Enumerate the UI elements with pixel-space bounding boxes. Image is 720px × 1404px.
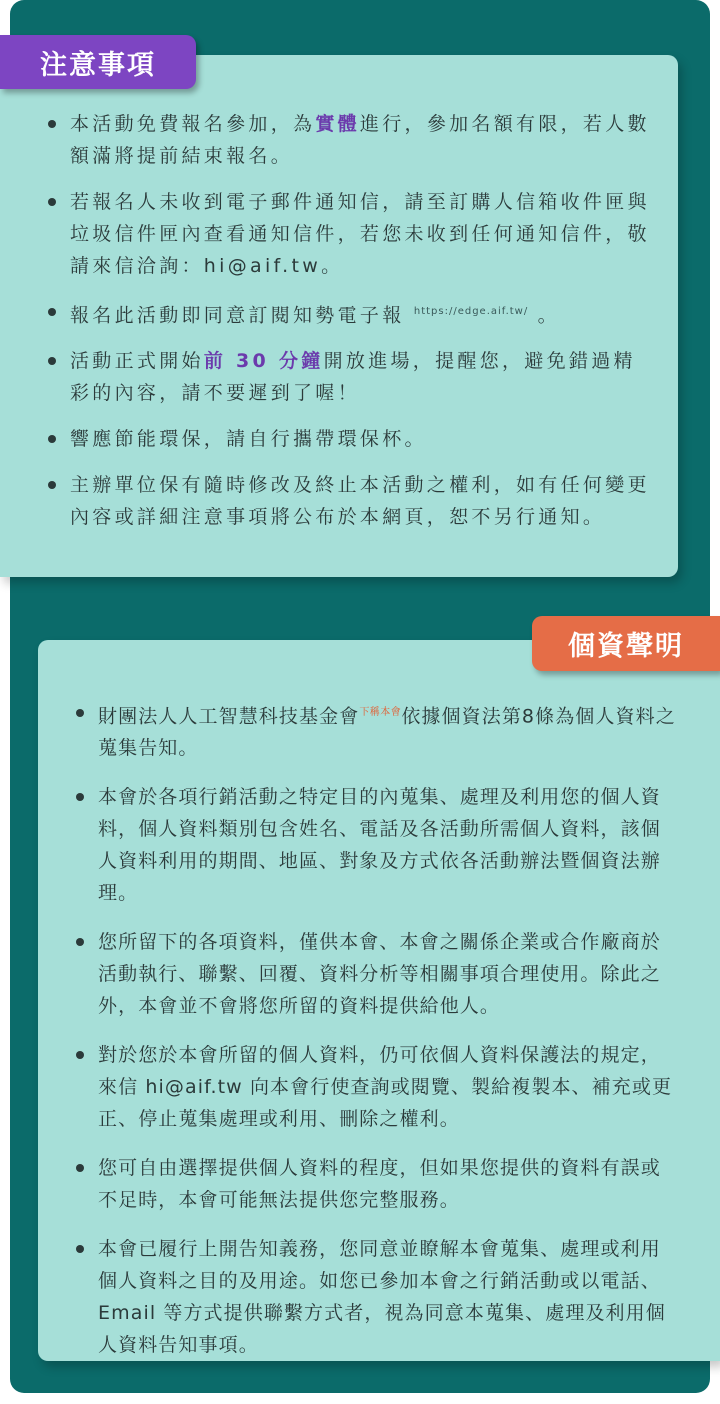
bullet-icon — [48, 308, 56, 316]
notice-item-text: 開放進場，提醒您，避免錯過精彩的內容，請不要遲到了喔！ — [70, 350, 636, 405]
privacy-item — [76, 1039, 679, 1135]
privacy-item-text: 財團法人人工智慧科技基金會 — [98, 705, 360, 728]
bullet-icon — [48, 481, 56, 489]
privacy-item-text: 您可自由選擇提供個人資料的程度，但如果您提供的資料有誤或不足時，本會可能無法提供您完整服務。 — [98, 1157, 661, 1212]
notice-item-text: 進行，參加名額有限，若人數額滿將提前結束報名。 — [70, 113, 650, 167]
privacy-item-text: 依據個資法第8條為個人資料之蒐集告知。 — [98, 705, 676, 760]
privacy-title: 個資聲明 — [568, 631, 684, 662]
bullet-icon — [48, 120, 56, 128]
privacy-item — [76, 1152, 679, 1216]
notice-item — [48, 186, 653, 282]
bullet-icon — [48, 435, 56, 443]
bullet-icon — [76, 793, 84, 801]
notice-list — [48, 108, 653, 547]
notice-item-text: 活動正式開始 — [70, 350, 204, 373]
notice-item — [48, 423, 653, 455]
notice-item-text: 。 — [537, 304, 560, 327]
privacy-item-text: 對於您於本會所留的個人資料，仍可依個人資料保護法的規定，來信 hi@aif.tw 向本會行使查詢或閱覽、製給複製本、補充或更正、停止蒐集處理或利用、刪除之權利。 — [98, 1044, 673, 1131]
privacy-item-text: 本會於各項行銷活動之特定目的內蒐集、處理及利用您的個人資料，個人資料類別包含姓名、電話及各活動所需個人資料，該個人資料利用的期間、地區、對象及方式依各活動辦法暨個資法辦理。 — [98, 786, 661, 905]
bullet-icon — [76, 1245, 84, 1253]
privacy-item — [76, 926, 679, 1022]
notice-item-text: 主辦單位保有隨時修改及終止本活動之權利，如有任何變更內容或詳細注意事項將公布於本網頁，恕不另行通知。 — [70, 474, 650, 529]
notice-title: 注意事項 — [40, 49, 156, 81]
notice-item-text: 若報名人未收到電子郵件通知信，請至訂購人信箱收件匣與垃圾信件匣內查看通知信件，若您未收到任何通知信件，敬請來信洽詢：hi@aif.tw。 — [70, 191, 650, 277]
privacy-list — [76, 697, 679, 1378]
newsletter-link[interactable]: https://edge.aif.tw/ — [413, 306, 529, 317]
bullet-icon — [48, 357, 56, 365]
privacy-title-tag — [532, 616, 720, 671]
org-abbrev-note: 下稱本會 — [359, 707, 402, 718]
privacy-item — [76, 697, 679, 764]
notice-item — [48, 345, 653, 409]
notice-item — [48, 469, 653, 533]
bullet-icon — [48, 198, 56, 206]
notice-item — [48, 296, 653, 331]
bullet-icon — [76, 1164, 84, 1172]
notice-item-text: 本活動免費報名參加，為 — [70, 113, 316, 135]
notice-item-text: 報名此活動即同意訂閱知勢電子報 — [70, 304, 405, 327]
bullet-icon — [76, 1051, 84, 1059]
notice-title-tag — [0, 35, 196, 89]
privacy-item — [76, 781, 679, 909]
notice-highlight-text: 實體 — [315, 113, 360, 135]
privacy-item-text: 本會已履行上開告知義務，您同意並瞭解本會蒐集、處理或利用個人資料之目的及用途。如您已參加本會之行銷活動或以電話、Email 等方式提供聯繫方式者，視為同意本蒐集、處理及利用個人資料告知事項。 — [98, 1238, 666, 1357]
privacy-item-text: 您所留下的各項資料，僅供本會、本會之關係企業或合作廠商於活動執行、聯繫、回覆、資料分析等相關事項合理使用。除此之外，本會並不會將您所留的資料提供給他人。 — [98, 931, 661, 1018]
bullet-icon — [76, 938, 84, 946]
privacy-item — [76, 1233, 679, 1361]
bullet-icon — [76, 709, 84, 717]
notice-item — [48, 108, 653, 172]
notice-item-text: 響應節能環保，請自行攜帶環保杯。 — [70, 428, 427, 451]
notice-highlight-text: 前 30 分鐘 — [203, 350, 324, 373]
